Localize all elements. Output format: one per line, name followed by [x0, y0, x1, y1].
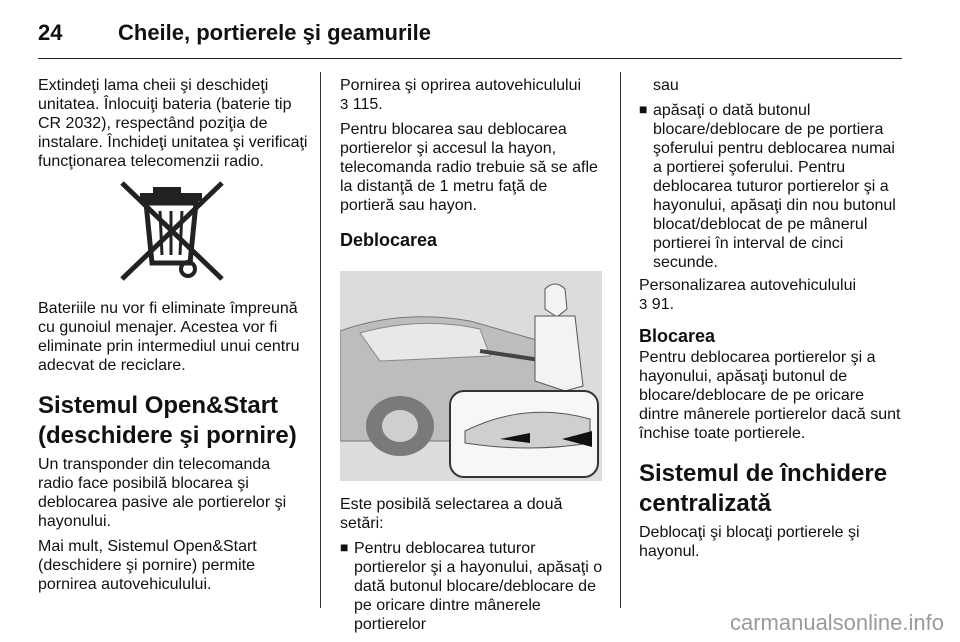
bullet-icon: ■	[639, 101, 648, 117]
personalization-text: Personalizarea autovehiculului	[639, 277, 857, 294]
page-reference-icon: 3	[340, 96, 349, 113]
page-header	[38, 18, 902, 58]
transponder-paragraph: Un transponder din telecomanda radio face posibilă blocarea şi deblocarea pasive ale portierelor şi hayonului.	[38, 456, 287, 530]
central-locking-heading: Sistemul de închidere centralizată	[639, 460, 888, 517]
list-item	[340, 539, 605, 634]
column-divider-2	[620, 72, 621, 608]
start-stop-reference	[340, 76, 605, 114]
start-stop-text: Pornirea şi oprirea autovehiculului	[340, 77, 582, 94]
personalization-reference	[639, 276, 905, 314]
open-start-heading: Sistemul Open&Start (deschidere şi pornire)	[38, 392, 297, 449]
page-reference-icon: 3	[639, 296, 648, 313]
crossed-out-wheelie-bin-icon	[118, 179, 228, 287]
start-paragraph: Mai mult, Sistemul Open&Start (deschidere şi pornire) permite pornirea autovehiculului.	[38, 538, 257, 593]
distance-paragraph: Pentru blocarea sau deblocarea portierelor şi accesul la hayon, telecomanda radio trebuie să se afle la distanţă de 1 metru faţă de portieră sau hayon.	[340, 121, 598, 214]
central-locking-paragraph: Deblocaţi şi blocaţi portierele şi hayonul.	[639, 524, 860, 560]
locking-paragraph: Pentru deblocarea portierelor şi a hayonului, apăsaţi butonul de blocare/deblocare de pe oricare dintre mânerele portierelor dacă sunt închise toate portierele.	[639, 349, 901, 442]
column-1	[38, 76, 308, 600]
battery-disposal-paragraph: Bateriile nu vor fi eliminate împreună cu gunoiul menajer. Acestea vor fi eliminate prin intermediul unui centru adecvat de reciclare.	[38, 300, 300, 374]
bullet-icon: ■	[340, 539, 349, 555]
start-stop-page: 115.	[352, 96, 383, 113]
watermark-text: carmanualsonline.info	[729, 610, 944, 635]
column-divider-1	[320, 72, 321, 608]
list-item	[639, 101, 905, 272]
or-text: sau	[653, 77, 679, 94]
page-number: 24	[38, 20, 63, 45]
bullet-text: apăsaţi o dată butonul blocare/deblocare de pe portiera şoferului pentru deblocarea numai a portierei şoferului. Pentru deblocarea tuturor portierelor şi a hayonului, apăsaţi din nou butonul blocat/deblocat de pe mânerul portierei în interval de cinci secunde.	[653, 102, 896, 271]
header-rule	[38, 58, 902, 59]
column-3	[639, 76, 905, 567]
personalization-page: 91.	[651, 296, 675, 313]
locking-heading: Blocarea	[639, 326, 716, 346]
settings-paragraph: Este posibilă selectarea a două setări:	[340, 496, 563, 532]
unlocking-heading: Deblocarea	[340, 230, 438, 250]
column-2	[340, 76, 605, 638]
chapter-title: Cheile, portierele şi geamurile	[118, 20, 432, 45]
battery-replace-paragraph: Extindeţi lama cheii şi deschideţi unitatea. Înlocuiţi bateria (baterie tip CR 2032), respectând poziţia de instalare. Închideţi unitatea şi verificaţi funcţionarea telecomenzii radio.	[38, 77, 308, 170]
bullet-text: Pentru deblocarea tuturor portierelor şi a hayonului, apăsaţi o dată butonul blocare/deblocare de pe oricare dintre mânerele portierelor	[354, 540, 603, 633]
car-door-handle-illustration	[340, 271, 602, 481]
